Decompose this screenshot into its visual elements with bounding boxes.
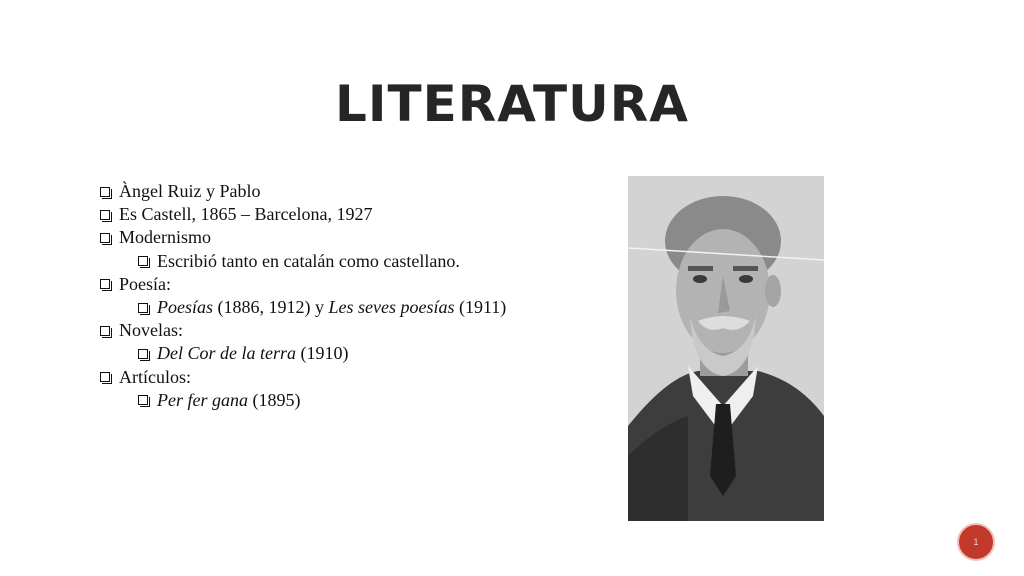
portrait-photo [628, 176, 824, 521]
bullet-text [119, 203, 372, 226]
sub-bullet-item [100, 296, 600, 319]
bullet-text-part: Es Castell, 1865 – Barcelona, 1927 [119, 204, 373, 225]
checkbox-square-icon [138, 303, 148, 313]
checkbox-square-icon [100, 210, 110, 220]
sub-bullet-item [100, 250, 600, 273]
bullet-list [100, 180, 600, 412]
work-title: Per fer gana [157, 389, 248, 410]
bullet-text-part: Artículos: [119, 366, 191, 387]
bullet-item [100, 180, 600, 203]
bullet-text [157, 389, 300, 412]
bullet-text-part: Escribió tanto en catalán como castellano. [157, 250, 460, 271]
bullet-text [157, 342, 349, 365]
bullet-text-part: (1895) [247, 389, 301, 410]
work-title: Les seves poesías [328, 297, 455, 318]
checkbox-square-icon [100, 326, 110, 336]
checkbox-square-icon [100, 233, 110, 243]
work-title: Del Cor de la terra [157, 343, 296, 364]
bullet-item [100, 226, 600, 249]
bullet-text-part: (1886, 1912) y [213, 297, 329, 318]
slide-number: 1 [973, 537, 979, 547]
work-title: Poesías [157, 297, 213, 318]
checkbox-square-icon [100, 279, 110, 289]
checkbox-square-icon [138, 395, 148, 405]
portrait-image [628, 176, 824, 521]
bullet-text-part: (1910) [296, 343, 349, 364]
sub-bullet-item [100, 389, 600, 412]
bullet-text-part: Modernismo [119, 227, 211, 248]
bullet-item [100, 319, 600, 342]
checkbox-square-icon [138, 349, 148, 359]
bullet-text [119, 319, 183, 342]
checkbox-square-icon [138, 256, 148, 266]
slide-number-badge [957, 523, 995, 561]
bullet-text-part: Poesía: [119, 273, 171, 294]
bullet-text [119, 366, 191, 389]
sub-bullet-item [100, 342, 600, 365]
bullet-text [119, 226, 211, 249]
bullet-text [119, 180, 261, 203]
checkbox-square-icon [100, 372, 110, 382]
bullet-text [119, 273, 171, 296]
bullet-text-part: Novelas: [119, 320, 183, 341]
bullet-text [157, 250, 460, 273]
slide-title: LITERATURA [335, 75, 689, 133]
checkbox-square-icon [100, 187, 110, 197]
bullet-text-part: (1911) [454, 297, 507, 318]
bullet-text [157, 296, 506, 319]
bullet-item [100, 273, 600, 296]
bullet-item [100, 366, 600, 389]
bullet-text-part: Àngel Ruiz y Pablo [119, 181, 261, 201]
bullet-item [100, 203, 600, 226]
